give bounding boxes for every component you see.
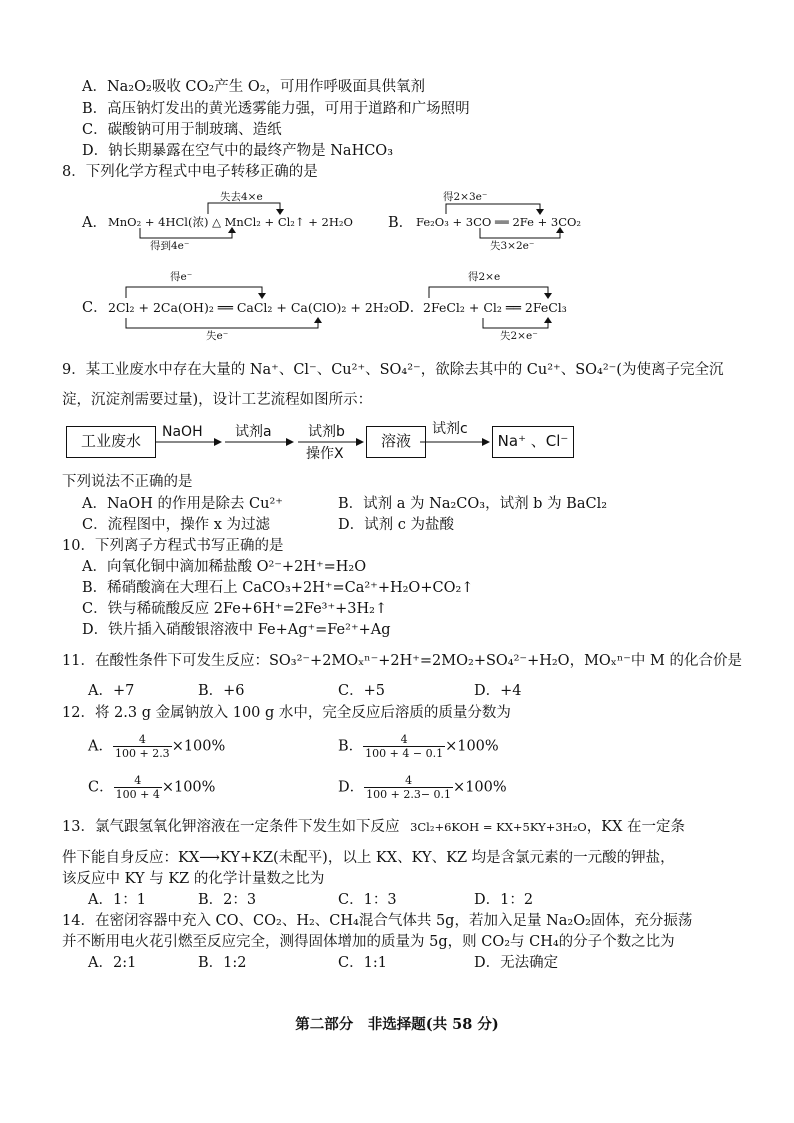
q12-option-c [88,774,215,801]
q10-option-d: D．铁片插入硝酸银溶液中 Fe+Ag⁺=Fe²⁺+Ag [82,622,391,638]
q12-option-b [338,733,499,760]
q7-option-a: A．Na₂O₂吸收 CO₂产生 O₂，可用作呼吸面具供氧剂 [82,79,426,95]
q8-c-bottom-label: 失e⁻ [206,330,229,342]
flow-arrow1-label: NaOH [162,424,203,440]
q9-option-b: B．试剂 a 为 Na₂CO₃，试剂 b 为 BaCl₂ [338,496,608,512]
q13-stem-line3: 该反应中 KY 与 KZ 的化学计量数之比为 [62,871,325,887]
q10-option-c: C．铁与稀硫酸反应 2Fe+6H⁺=2Fe³⁺+3H₂↑ [82,601,388,617]
q12-b-fraction [363,733,445,760]
q13-option-a: A．1：1 [88,892,146,908]
flow-arrow4-label: 试剂c [432,421,468,437]
q14-option-d: D．无法确定 [474,955,559,971]
q12-a-fraction [113,733,172,760]
q8-a-equation: MnO₂ + 4HCl(浓) △ MnCl₂ + Cl₂↑ + 2H₂O [108,215,353,229]
q12-a-tail: ×100% [171,738,226,755]
flow-arrow2-label: 试剂a [235,424,272,440]
section-two-heading: 第二部分 非选择题(共 58 分) [295,1016,499,1033]
q8-a-bottom-label: 得到4e⁻ [150,240,190,252]
q12-d-numerator: 4 [405,774,413,787]
flow-box-ions: Na⁺ 、Cl⁻ [492,426,574,458]
q13-option-b: B．2：3 [198,892,257,908]
q8-b-letter: B． [388,215,414,231]
q8-stem: 8．下列化学方程式中电子转移正确的是 [62,164,318,180]
q10-option-a: A．向氧化铜中滴加稀盐酸 O²⁻+2H⁺=H₂O [82,559,367,575]
q9-stem-line2: 淀，沉淀剂需要过量)，设计工艺流程如图所示： [62,392,373,408]
q7-option-c: C．碳酸钠可用于制玻璃、造纸 [82,122,282,138]
q12-c-numerator: 4 [134,774,142,787]
flow-box-wastewater: 工业废水 [66,426,156,458]
q9-option-c: C．流程图中，操作 x 为过滤 [82,517,270,533]
q12-b-denominator: 100 + 4 − 0.1 [365,747,444,760]
q14-option-c: C．1:1 [338,955,387,971]
q11-option-c: C．+5 [338,683,385,699]
q13-stem-line2: 件下能自身反应：KX⟶KY+KZ(未配平)，以上 KX、KY、KZ 均是含氯元素的一元酸的钾盐， [62,850,675,866]
q8-b-top-label: 得2×3e⁻ [443,191,488,203]
q10-stem: 10．下列离子方程式书写正确的是 [62,538,284,554]
q9-stem-line1: 9．某工业废水中存在大量的 Na⁺、Cl⁻、Cu²⁺、SO₄²⁻，欲除去其中的 Cu²⁺、SO₄²⁻(为使离子完全沉 [62,362,724,378]
q13-stem-line1 [62,817,685,837]
q11-stem: 11．在酸性条件下可发生反应：SO₃²⁻+2MOₓⁿ⁻+2H⁺=2MO₂+SO₄²⁻+H₂O，MOₓⁿ⁻中 M 的化合价是 [62,653,742,669]
q8-c-top-label: 得e⁻ [170,271,193,283]
q12-d-fraction [364,774,453,801]
q12-b-numerator: 4 [400,733,408,746]
q12-a-letter: A． [88,738,113,755]
q8-d-top-label: 得2×e [468,271,501,283]
q14-stem-line1: 14．在密闭容器中充入 CO、CO₂、H₂、CH₄混合气体共 5g，若加入足量 Na₂O₂固体，充分振荡 [62,913,693,929]
q8-d-equation: 2FeCl₂ + Cl₂ ══ 2FeCl₃ [423,300,567,315]
q12-d-denominator: 100 + 2.3− 0.1 [366,788,452,801]
q7-option-d: D．钠长期暴露在空气中的最终产物是 NaHCO₃ [82,143,394,159]
q11-option-a: A．+7 [88,683,135,699]
q10-option-b: B．稀硝酸滴在大理石上 CaCO₃+2H⁺=Ca²⁺+H₂O+CO₂↑ [82,580,474,596]
q8-c-equation: 2Cl₂ + 2Ca(OH)₂ ══ CaCl₂ + Ca(ClO)₂ + 2H₂O [108,300,399,315]
q13-option-d: D．1：2 [474,892,534,908]
q12-c-tail: ×100% [161,779,216,796]
q13-equation: 3Cl₂+6KOH = KX+5KY+3H₂O [410,820,587,834]
q12-b-tail: ×100% [445,738,499,755]
q14-option-b: B．1:2 [198,955,247,971]
q14-stem-line2: 并不断用电火花引燃至反应完全，测得固体增加的质量为 5g，则 CO₂与 CH₄的分子个数之比为 [62,934,675,950]
q8-d-letter: D． [398,300,425,316]
q12-c-letter: C． [88,779,114,796]
q9-question: 下列说法不正确的是 [62,474,193,490]
q12-d-tail: ×100% [453,779,507,796]
flow-box-solution: 溶液 [366,426,426,458]
q7-option-b: B．高压钠灯发出的黄光透雾能力强，可用于道路和广场照明 [82,101,470,117]
flow-arrow3-top-label: 试剂b [308,424,345,440]
q12-option-a [88,733,225,760]
q11-option-d: D．+4 [474,683,522,699]
q11-option-b: B．+6 [198,683,245,699]
q9-option-a: A．NaOH 的作用是除去 Cu²⁺ [82,496,283,512]
q9-option-d: D．试剂 c 为盐酸 [338,517,454,533]
q8-c-letter: C． [82,300,108,316]
q13-option-c: C．1：3 [338,892,397,908]
q12-d-letter: D． [338,779,365,796]
q13-stem-line1a: 13．氯气跟氢氧化钾溶液在一定条件下发生如下反应 [62,819,400,835]
q8-b-equation: Fe₂O₃ + 3CO ══ 2Fe + 3CO₂ [416,215,582,229]
q8-b-bottom-label: 失3×2e⁻ [490,240,535,252]
q12-a-denominator: 100 + 2.3 [114,747,170,760]
q14-option-a: A．2:1 [88,955,137,971]
flow-arrow3-bottom-label: 操作X [306,446,344,462]
q12-c-fraction [114,774,162,801]
q13-stem-line1b: ，KX 在一定条 [586,819,685,835]
q12-a-numerator: 4 [138,733,146,746]
q8-d-bottom-label: 失2×e⁻ [500,330,538,342]
q8-a-letter: A． [82,215,107,231]
q12-c-denominator: 100 + 4 [115,788,160,801]
q12-b-letter: B． [338,738,364,755]
q8-a-top-label: 失去4×e [220,191,263,203]
q12-option-d [338,774,507,801]
q12-stem: 12．将 2.3 g 金属钠放入 100 g 水中，完全反应后溶质的质量分数为 [62,705,511,721]
